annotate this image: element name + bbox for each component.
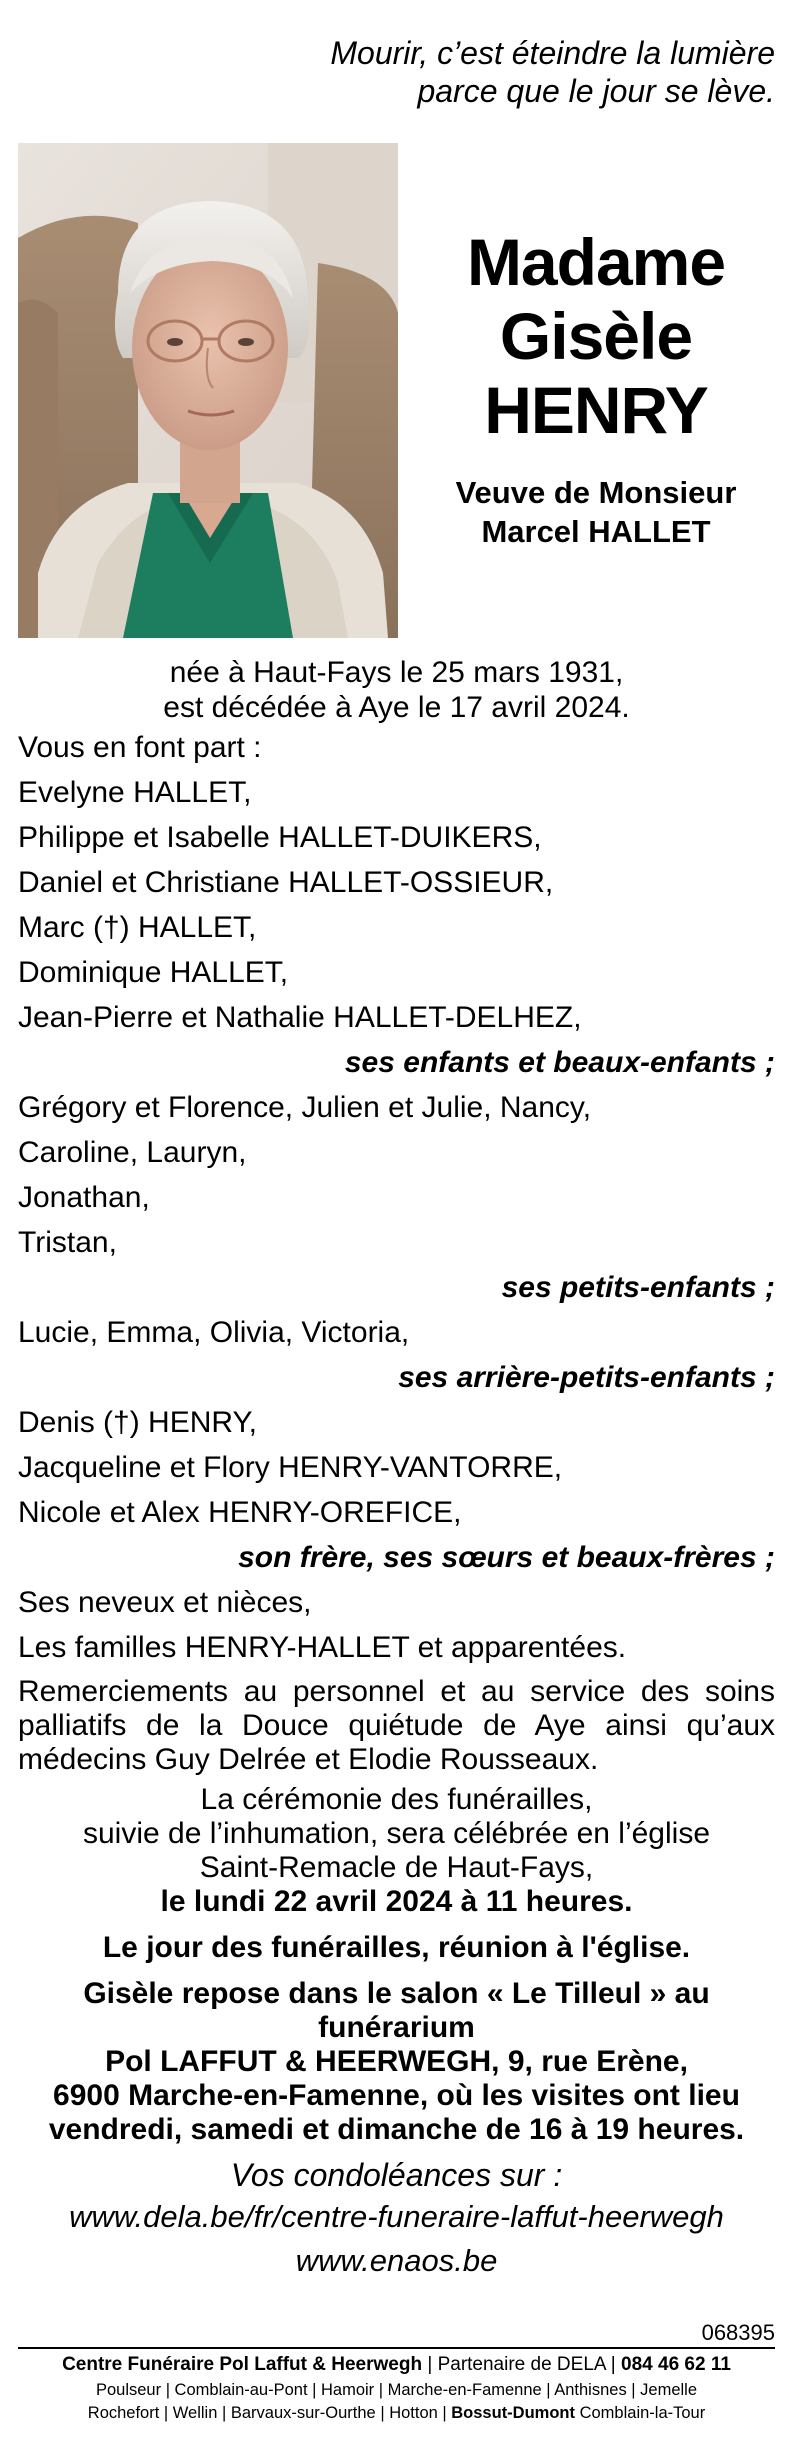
footer-locations-2-post: Comblain-la-Tour (575, 2404, 706, 2422)
quote-line-1: Mourir, c’est éteindre la lumière (330, 35, 775, 71)
deceased-name-block (418, 225, 774, 551)
thanks-paragraph: Remerciements au personnel et au service des soins palliatifs de la Douce quiétude de Aye ainsi qu’aux médecins Guy Delrée et Elodie Rousseaux. (18, 1675, 775, 1776)
birth-death-dates (18, 655, 775, 725)
relation-label-great-grandchildren: ses arrière-petits-enfants ; (398, 1361, 775, 1394)
quote-line-2: parce que le jour se lève. (417, 73, 775, 109)
widow-line-1: Veuve de Monsieur (455, 475, 737, 510)
announce-line: Vous en font part : (18, 731, 262, 764)
funeral-home-footer (18, 2347, 775, 2425)
condolences-title: Vos condoléances sur : (230, 2157, 563, 2193)
relation-label-children: ses enfants et beaux-enfants ; (344, 1046, 775, 1079)
widow-line-2: Marcel HALLET (481, 514, 711, 549)
footer-locations-2 (18, 2402, 775, 2425)
family-member: Tristan, (18, 1226, 117, 1259)
obituary-body (18, 655, 775, 2283)
family-member: Dominique HALLET, (18, 956, 289, 989)
ceremony-date: le lundi 22 avril 2024 à 11 heures. (160, 1885, 633, 1918)
birth-line: née à Haut-Fays le 25 mars 1931, (169, 656, 624, 689)
footer-separator: | (605, 2354, 622, 2375)
family-member: Philippe et Isabelle HALLET-DUIKERS, (18, 821, 542, 854)
ceremony-line-2: suivie de l’inhumation, sera célébrée en l’église (82, 1817, 711, 1850)
salon-line-3: 6900 Marche-en-Famenne, où les visites ont lieu (53, 2079, 740, 2112)
family-member: Caroline, Lauryn, (18, 1136, 247, 1169)
family-member: Grégory et Florence, Julien et Julie, Nancy, (18, 1091, 592, 1124)
epigraph-quote (175, 34, 775, 110)
ceremony-line-3: Saint-Remacle de Haut-Fays, (199, 1851, 594, 1884)
funeral-home-info (18, 1977, 775, 2147)
deceased-last-name: HENRY (484, 373, 708, 447)
salon-line-4: vendredi, samedi et dimanche de 16 à 19 heures. (48, 2113, 745, 2146)
footer-partner: Partenaire de DELA (437, 2354, 606, 2375)
death-line: est décédée à Aye le 17 avril 2024. (163, 691, 630, 724)
deceased-first-name: Gisèle (499, 299, 693, 373)
ceremony-meeting: Le jour des funérailles, réunion à l'église. (102, 1931, 691, 1964)
relation-label-grandchildren: ses petits-enfants ; (501, 1271, 775, 1304)
ceremony-line-1: La cérémonie des funérailles, (200, 1783, 593, 1816)
family-member: Les familles HENRY-HALLET et apparentées. (18, 1631, 627, 1664)
salon-line-1: Gisèle repose dans le salon « Le Tilleul » au funérarium (83, 1977, 710, 2044)
footer-separator: | (422, 2354, 438, 2375)
footer-bossut-dumont: Bossut-Dumont (451, 2404, 575, 2422)
footer-company: Centre Funéraire Pol Laffut & Heerwegh (62, 2354, 423, 2375)
reference-number: 068395 (701, 2320, 775, 2345)
family-member: Jean-Pierre et Nathalie HALLET-DELHEZ, (18, 1001, 582, 1034)
footer-locations-1: Poulseur | Comblain-au-Pont | Hamoir | Marche-en-Famenne | Anthisnes | Jemelle (95, 2381, 698, 2399)
footer-line-1 (18, 2349, 775, 2379)
condolences-link-dela[interactable]: www.dela.be/fr/centre-funeraire-laffut-heerwegh (69, 2199, 724, 2234)
salon-line-2: Pol LAFFUT & HEERWEGH, 9, rue Erène, (105, 2045, 688, 2078)
family-member: Jacqueline et Flory HENRY-VANTORRE, (18, 1451, 563, 1484)
footer-phone: 084 46 62 11 (621, 2354, 731, 2375)
widow-of (418, 473, 774, 551)
portrait-photo (18, 143, 398, 638)
family-member: Marc (†) HALLET, (18, 911, 257, 944)
condolences-link-enaos[interactable]: www.enaos.be (295, 2243, 498, 2278)
family-member: Denis (†) HENRY, (18, 1406, 257, 1439)
family-member: Evelyne HALLET, (18, 776, 252, 809)
family-member: Ses neveux et nièces, (18, 1586, 312, 1619)
deceased-title: Madame (466, 225, 726, 299)
family-member: Lucie, Emma, Olivia, Victoria, (18, 1316, 410, 1349)
ceremony-info (18, 1783, 775, 1965)
relation-label-siblings: son frère, ses sœurs et beaux-frères ; (238, 1541, 775, 1574)
family-member: Daniel et Christiane HALLET-OSSIEUR, (18, 866, 554, 899)
footer-locations-2-pre: Rochefort | Wellin | Barvaux-sur-Ourthe | Hotton | (87, 2404, 452, 2422)
family-member: Nicole et Alex HENRY-OREFICE, (18, 1496, 462, 1529)
family-member: Jonathan, (18, 1181, 150, 1214)
